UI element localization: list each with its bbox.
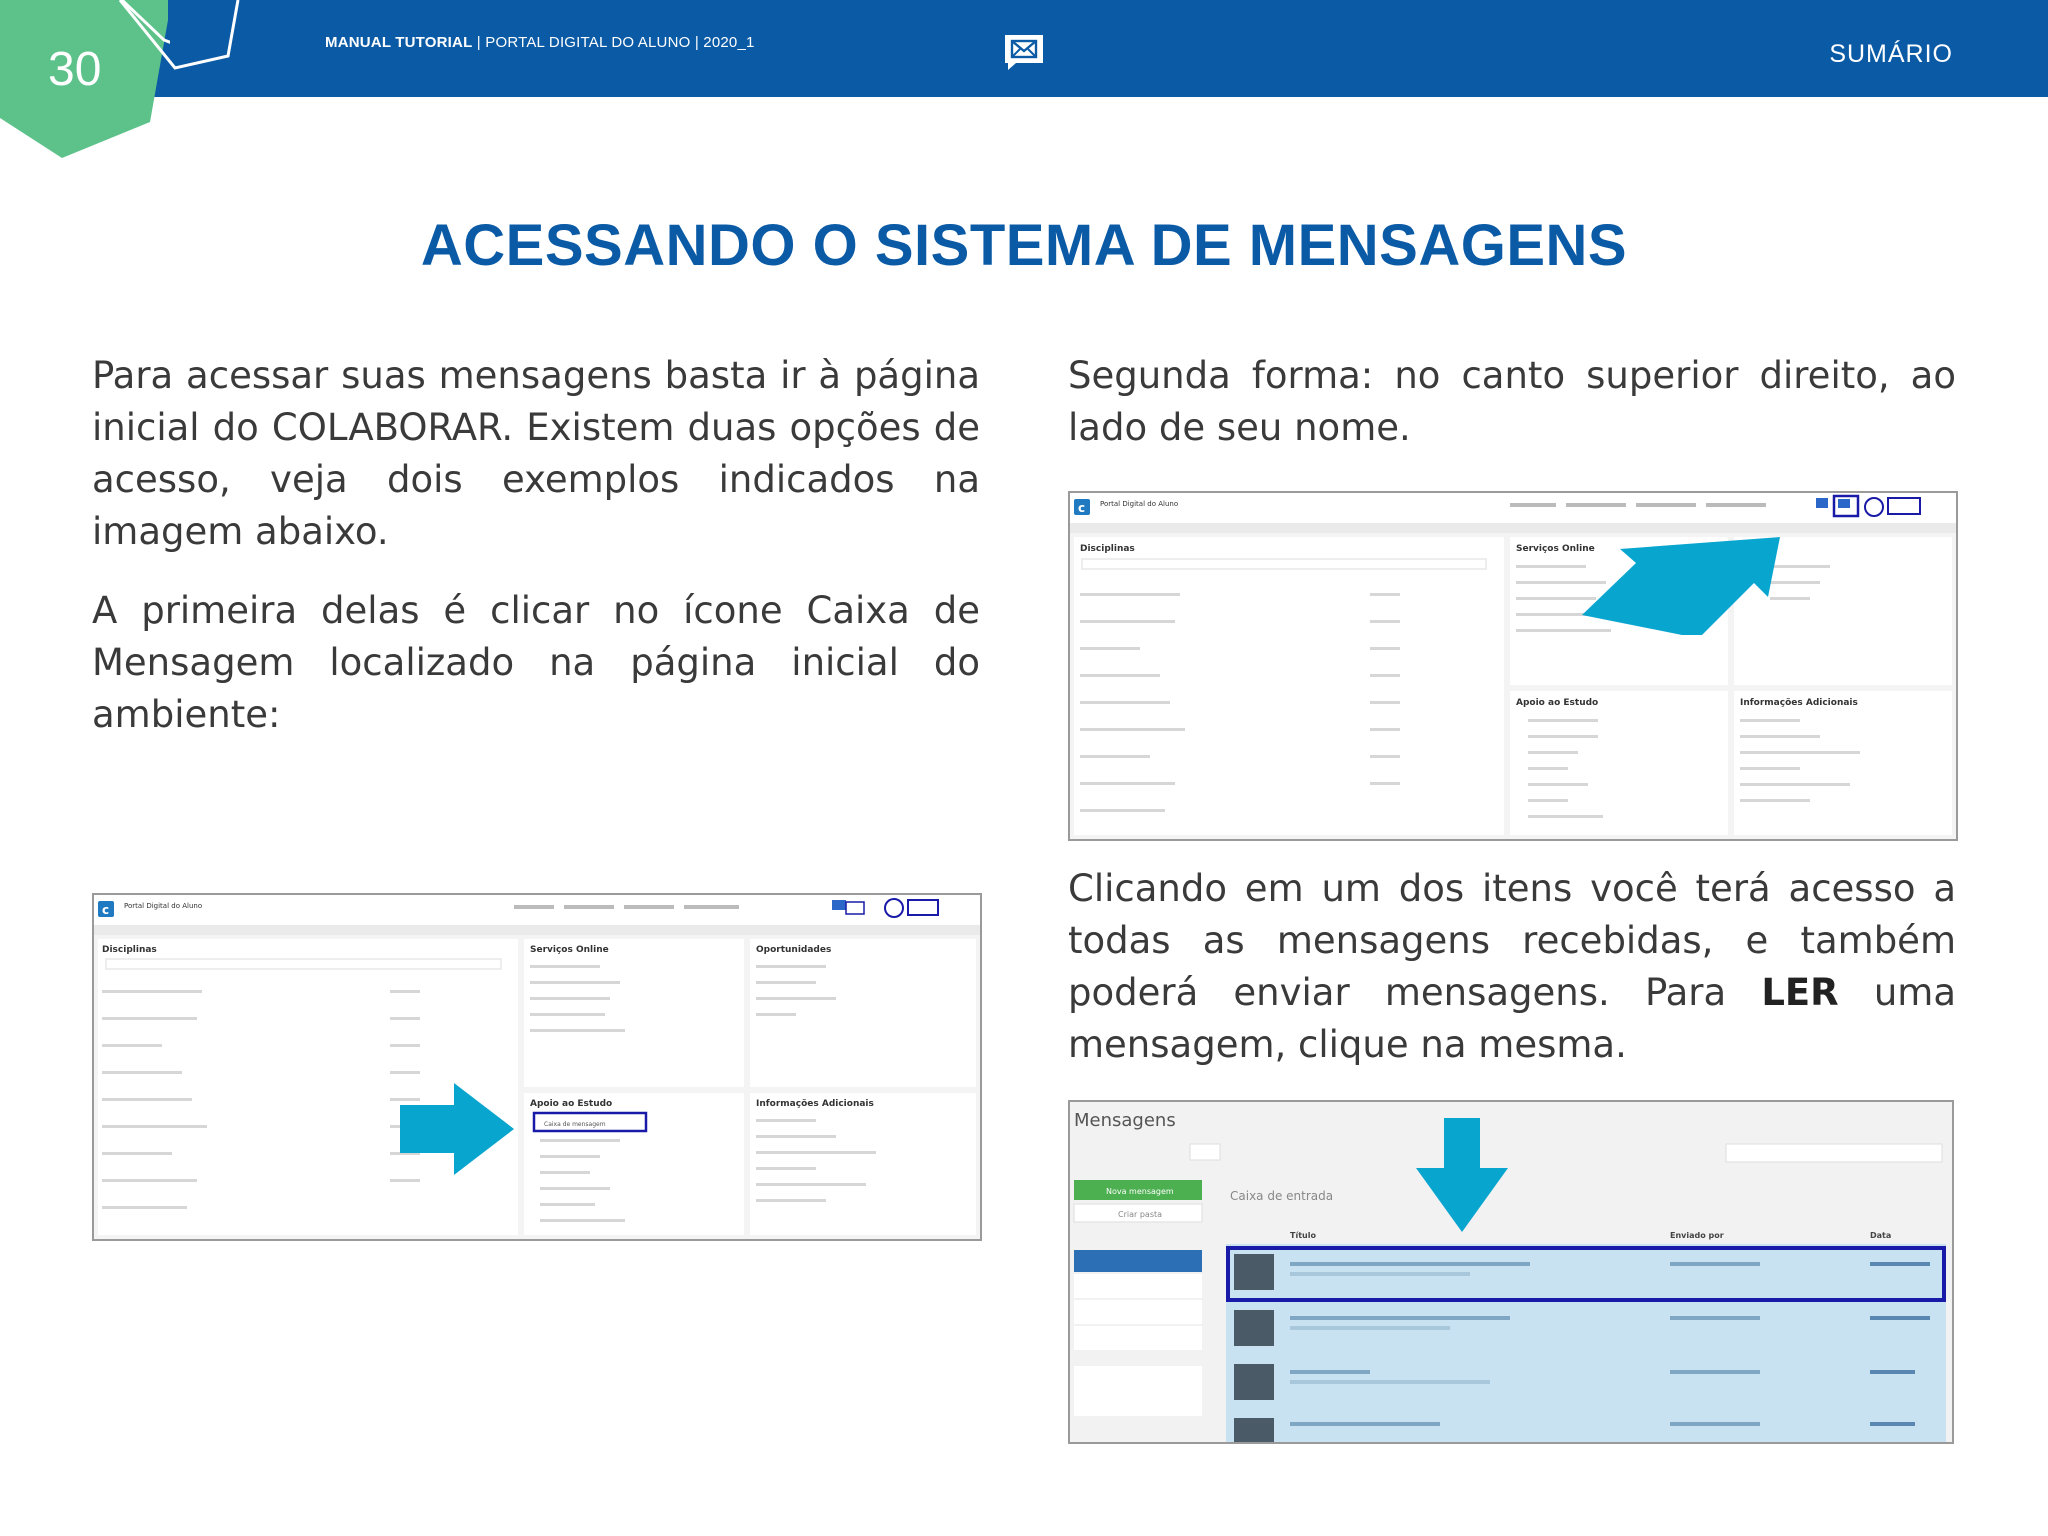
mensagens-title: Mensagens xyxy=(1074,1110,1176,1131)
caixa-entrada-label: Caixa de entrada xyxy=(1230,1189,1334,1203)
portal-home-screenshot xyxy=(92,893,982,1241)
summary-link[interactable]: SUMÁRIO xyxy=(1829,40,1953,68)
apoio-label: Apoio ao Estudo xyxy=(530,1099,613,1109)
caixa-label: Caixa de mensagem xyxy=(544,1121,606,1128)
read-emphasis: LER xyxy=(1761,971,1839,1014)
envelope-icon[interactable] xyxy=(1002,32,1046,72)
col-titulo: Título xyxy=(1290,1231,1316,1240)
informacoes-label-2: Informações Adicionais xyxy=(1740,698,1858,708)
second-option-paragraph: Segunda forma: no canto superior direito, ao lado de seu nome. xyxy=(1068,354,1956,449)
header-title-bold: MANUAL TUTORIAL xyxy=(325,34,473,51)
svg-text:c: c xyxy=(102,903,110,917)
portal-header-mockup xyxy=(1070,493,1956,839)
informacoes-label: Informações Adicionais xyxy=(756,1099,874,1109)
portal-brand-2: Portal Digital do Aluno xyxy=(1100,500,1179,508)
portal-brand: Portal Digital do Aluno xyxy=(124,902,203,910)
hexagon-outline-decoration xyxy=(110,0,250,75)
apoio-label-2: Apoio ao Estudo xyxy=(1516,698,1599,708)
mensagens-mockup xyxy=(1070,1102,1952,1442)
manual-header-title xyxy=(325,34,755,51)
portal-home-mockup xyxy=(94,895,980,1239)
read-paragraph-end: uma mensagem, clique na mesma. xyxy=(1068,971,1956,1066)
header-title-rest: | PORTAL DIGITAL DO ALUNO | 2020_1 xyxy=(472,34,755,51)
read-paragraph-start: Clicando em um dos itens você terá acesso a todas as mensagens recebidas, e também poderá enviar mensagens. Para xyxy=(1068,867,1956,1014)
page-number: 30 xyxy=(48,43,102,96)
col-enviado: Enviado por xyxy=(1670,1231,1724,1240)
svg-text:Nova mensagem: Nova mensagem xyxy=(1106,1187,1174,1196)
disciplinas-label-2: Disciplinas xyxy=(1080,544,1135,554)
mensagens-screenshot xyxy=(1068,1100,1954,1444)
read-message-paragraph xyxy=(1068,863,1956,1071)
portal-header-screenshot xyxy=(1068,491,1958,841)
intro-paragraph: Para acessar suas mensagens basta ir à página inicial do COLABORAR. Existem duas opções de acesso, veja dois exemplos indicados na imagem abaixo. xyxy=(92,354,980,553)
svg-text:Criar pasta: Criar pasta xyxy=(1118,1210,1163,1219)
page-title: ACESSANDO O SISTEMA DE MENSAGENS xyxy=(420,213,1628,278)
servicos-label-2: Serviços Online xyxy=(1516,544,1595,554)
first-option-paragraph: A primeira delas é clicar no ícone Caixa de Mensagem localizado na página inicial do ambiente: xyxy=(92,589,980,736)
svg-text:c: c xyxy=(1078,501,1086,515)
col-data: Data xyxy=(1870,1231,1892,1240)
servicos-label: Serviços Online xyxy=(530,945,609,955)
oportunidades-label: Oportunidades xyxy=(756,945,832,955)
disciplinas-label: Disciplinas xyxy=(102,945,157,955)
